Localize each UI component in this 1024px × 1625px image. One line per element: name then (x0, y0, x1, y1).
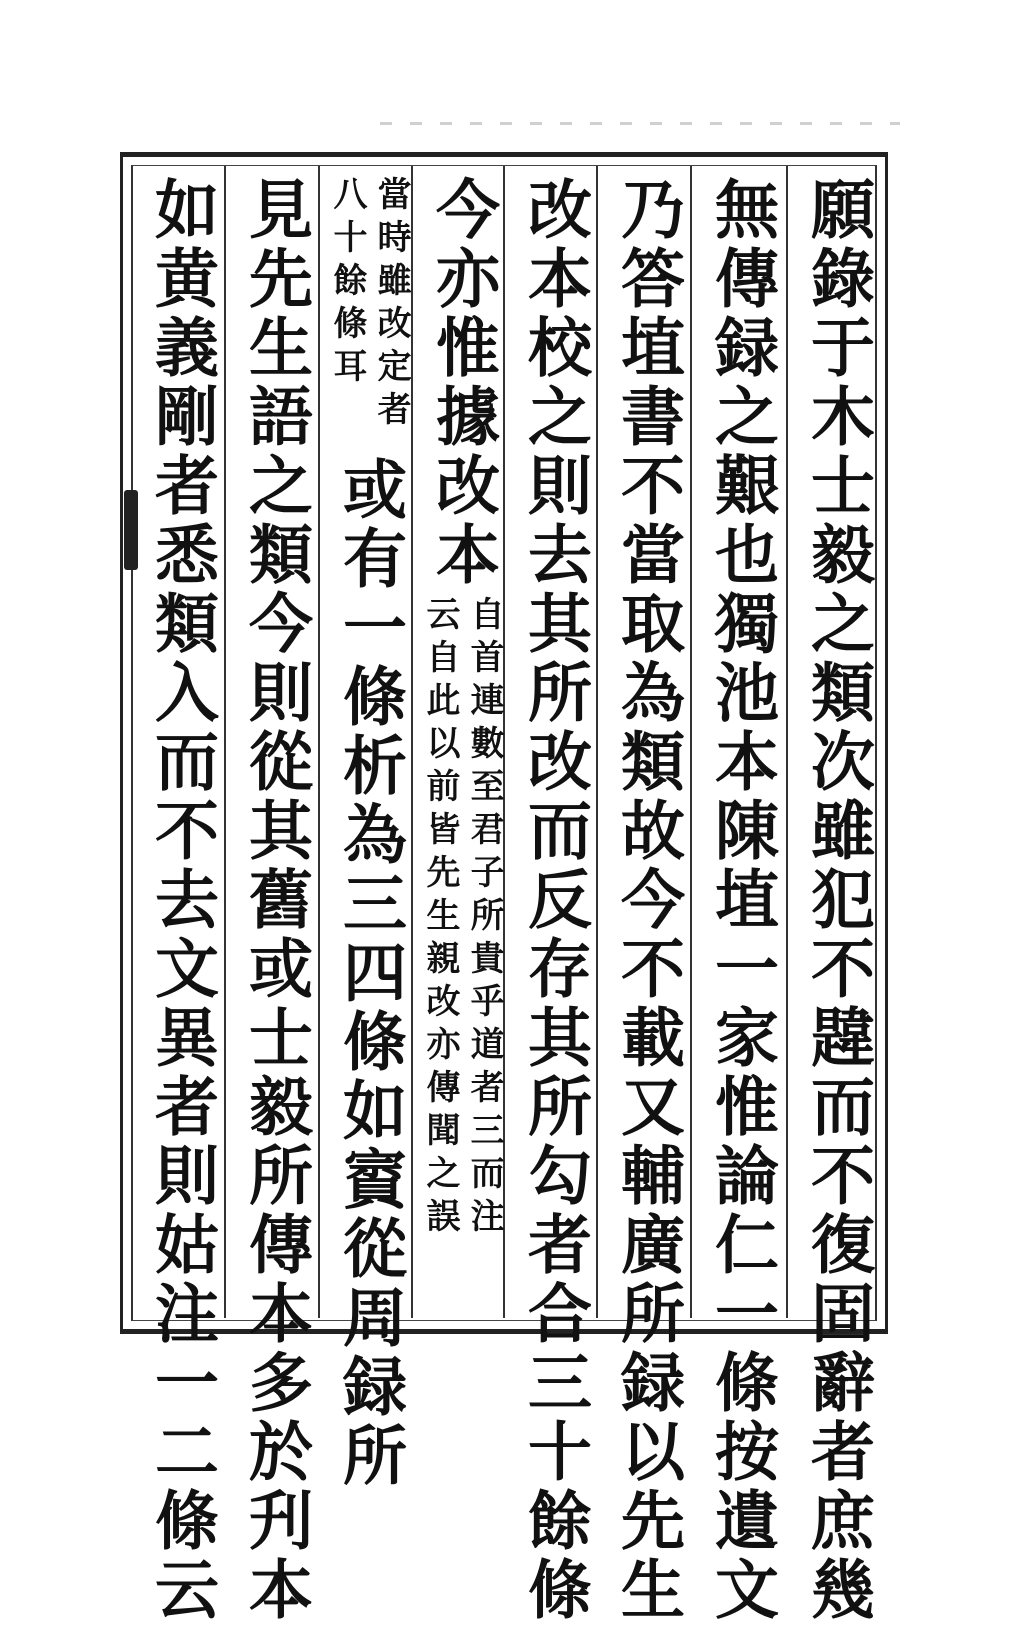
text-column-1 (790, 176, 884, 1625)
text-column-8 (134, 176, 228, 1625)
column-text: 無傳録之艱也獨池本陳埴一家惟論仁一條按遺文 (704, 176, 779, 1625)
column-text: 見先生語之類今則從其舊或士毅所傳本多於刋本 (238, 176, 313, 1625)
note-line-left: 云自此以前皆先生親改亦傳聞之誤 (420, 596, 460, 1241)
column-text: 改本校之則去其所改而反存其所勾者合三十餘條 (517, 176, 592, 1625)
column-text: 乃答埴書不當取為類故今不載又輔廣所録以先生 (610, 176, 685, 1625)
scan-smudge (380, 122, 900, 125)
text-column-3 (600, 176, 694, 1625)
column-main-text: 或有一條析為三四條如賨從周録所 (332, 456, 407, 1491)
interlinear-note (328, 176, 410, 434)
column-main-text: 今亦惟據改本 (425, 176, 500, 590)
text-column-4 (507, 176, 601, 1625)
text-column-5 (415, 176, 509, 1316)
text-column-2 (694, 176, 788, 1625)
text-column-6 (322, 176, 416, 1491)
note-line-right: 自首連數至君子所貴乎道者三而注 (464, 596, 505, 1241)
interlinear-note (421, 596, 503, 1241)
text-column-7 (228, 176, 322, 1625)
column-text: 如黄義剛者悉類入而不去文異者則姑注一二條云 (144, 176, 219, 1625)
column-text: 願錄于木士毅之類次雖犯不韙而不復固辭者庶幾 (800, 176, 875, 1625)
note-line-right: 當時雖改定者 (371, 176, 412, 434)
note-line-left: 八十餘條耳 (327, 176, 367, 391)
